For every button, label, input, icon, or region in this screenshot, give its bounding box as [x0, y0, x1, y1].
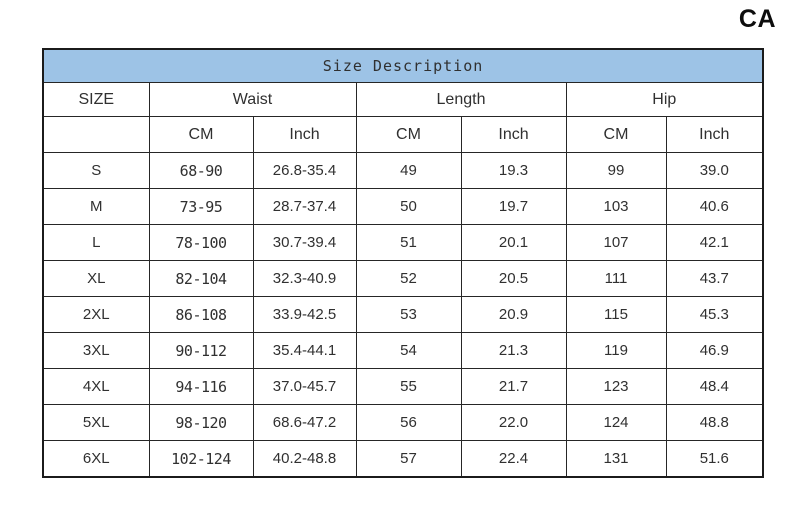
waist-inch-cell: 40.2-48.8	[253, 441, 356, 478]
waist-inch-cell: 26.8-35.4	[253, 153, 356, 189]
table-row	[43, 441, 763, 478]
hip-cm-cell: 99	[566, 153, 666, 189]
size-cell: 4XL	[43, 369, 149, 405]
hip-inch-cell: 40.6	[666, 189, 763, 225]
hip-inch-cell: 48.4	[666, 369, 763, 405]
table-row	[43, 405, 763, 441]
waist-cm-cell: 98-120	[149, 405, 253, 441]
length-inch-cell: 22.0	[461, 405, 566, 441]
waist-inch-cell: 32.3-40.9	[253, 261, 356, 297]
length-cm-cell: 53	[356, 297, 461, 333]
size-chart-table	[42, 48, 764, 478]
hip-cm-cell: 111	[566, 261, 666, 297]
hip-cm-cell: 123	[566, 369, 666, 405]
empty-cell	[43, 117, 149, 153]
hip-inch-cell: 45.3	[666, 297, 763, 333]
waist-cm-cell: 73-95	[149, 189, 253, 225]
region-label: CA	[738, 5, 776, 33]
waist-cm-cell: 82-104	[149, 261, 253, 297]
size-cell: 3XL	[43, 333, 149, 369]
length-cm-cell: 52	[356, 261, 461, 297]
size-cell: M	[43, 189, 149, 225]
length-cm-cell: 54	[356, 333, 461, 369]
waist-inch-header: Inch	[253, 117, 356, 153]
hip-inch-cell: 42.1	[666, 225, 763, 261]
waist-inch-cell: 37.0-45.7	[253, 369, 356, 405]
waist-inch-cell: 33.9-42.5	[253, 297, 356, 333]
size-cell: 5XL	[43, 405, 149, 441]
hip-cm-cell: 103	[566, 189, 666, 225]
waist-cm-cell: 78-100	[149, 225, 253, 261]
unit-header-row	[43, 117, 763, 153]
table-row	[43, 153, 763, 189]
table-row	[43, 225, 763, 261]
length-cm-cell: 51	[356, 225, 461, 261]
length-inch-cell: 21.3	[461, 333, 566, 369]
length-cm-cell: 55	[356, 369, 461, 405]
hip-inch-header: Inch	[666, 117, 763, 153]
table-row	[43, 369, 763, 405]
length-cm-cell: 56	[356, 405, 461, 441]
size-column-header: SIZE	[43, 83, 149, 117]
waist-cm-cell: 86-108	[149, 297, 253, 333]
waist-cm-cell: 102-124	[149, 441, 253, 478]
length-cm-cell: 49	[356, 153, 461, 189]
hip-inch-cell: 48.8	[666, 405, 763, 441]
hip-cm-header: CM	[566, 117, 666, 153]
hip-cm-cell: 124	[566, 405, 666, 441]
waist-cm-cell: 68-90	[149, 153, 253, 189]
waist-cm-header: CM	[149, 117, 253, 153]
table-row	[43, 189, 763, 225]
length-cm-cell: 57	[356, 441, 461, 478]
length-inch-cell: 20.9	[461, 297, 566, 333]
hip-cm-cell: 131	[566, 441, 666, 478]
length-inch-cell: 20.1	[461, 225, 566, 261]
waist-inch-cell: 35.4-44.1	[253, 333, 356, 369]
hip-inch-cell: 43.7	[666, 261, 763, 297]
table-title: Size Description	[43, 49, 763, 83]
waist-cm-cell: 94-116	[149, 369, 253, 405]
waist-column-header: Waist	[149, 83, 356, 117]
waist-cm-cell: 90-112	[149, 333, 253, 369]
length-inch-cell: 21.7	[461, 369, 566, 405]
waist-inch-cell: 30.7-39.4	[253, 225, 356, 261]
size-cell: S	[43, 153, 149, 189]
hip-inch-cell: 39.0	[666, 153, 763, 189]
size-cell: 6XL	[43, 441, 149, 478]
size-cell: XL	[43, 261, 149, 297]
hip-cm-cell: 115	[566, 297, 666, 333]
table-row	[43, 297, 763, 333]
length-cm-cell: 50	[356, 189, 461, 225]
hip-inch-cell: 51.6	[666, 441, 763, 478]
hip-column-header: Hip	[566, 83, 763, 117]
waist-inch-cell: 68.6-47.2	[253, 405, 356, 441]
length-column-header: Length	[356, 83, 566, 117]
length-inch-header: Inch	[461, 117, 566, 153]
waist-inch-cell: 28.7-37.4	[253, 189, 356, 225]
hip-cm-cell: 119	[566, 333, 666, 369]
length-inch-cell: 20.5	[461, 261, 566, 297]
table-row	[43, 333, 763, 369]
size-cell: L	[43, 225, 149, 261]
table-row	[43, 261, 763, 297]
length-inch-cell: 22.4	[461, 441, 566, 478]
title-row	[43, 49, 763, 83]
hip-inch-cell: 46.9	[666, 333, 763, 369]
length-inch-cell: 19.7	[461, 189, 566, 225]
length-inch-cell: 19.3	[461, 153, 566, 189]
group-header-row	[43, 83, 763, 117]
size-cell: 2XL	[43, 297, 149, 333]
length-cm-header: CM	[356, 117, 461, 153]
hip-cm-cell: 107	[566, 225, 666, 261]
